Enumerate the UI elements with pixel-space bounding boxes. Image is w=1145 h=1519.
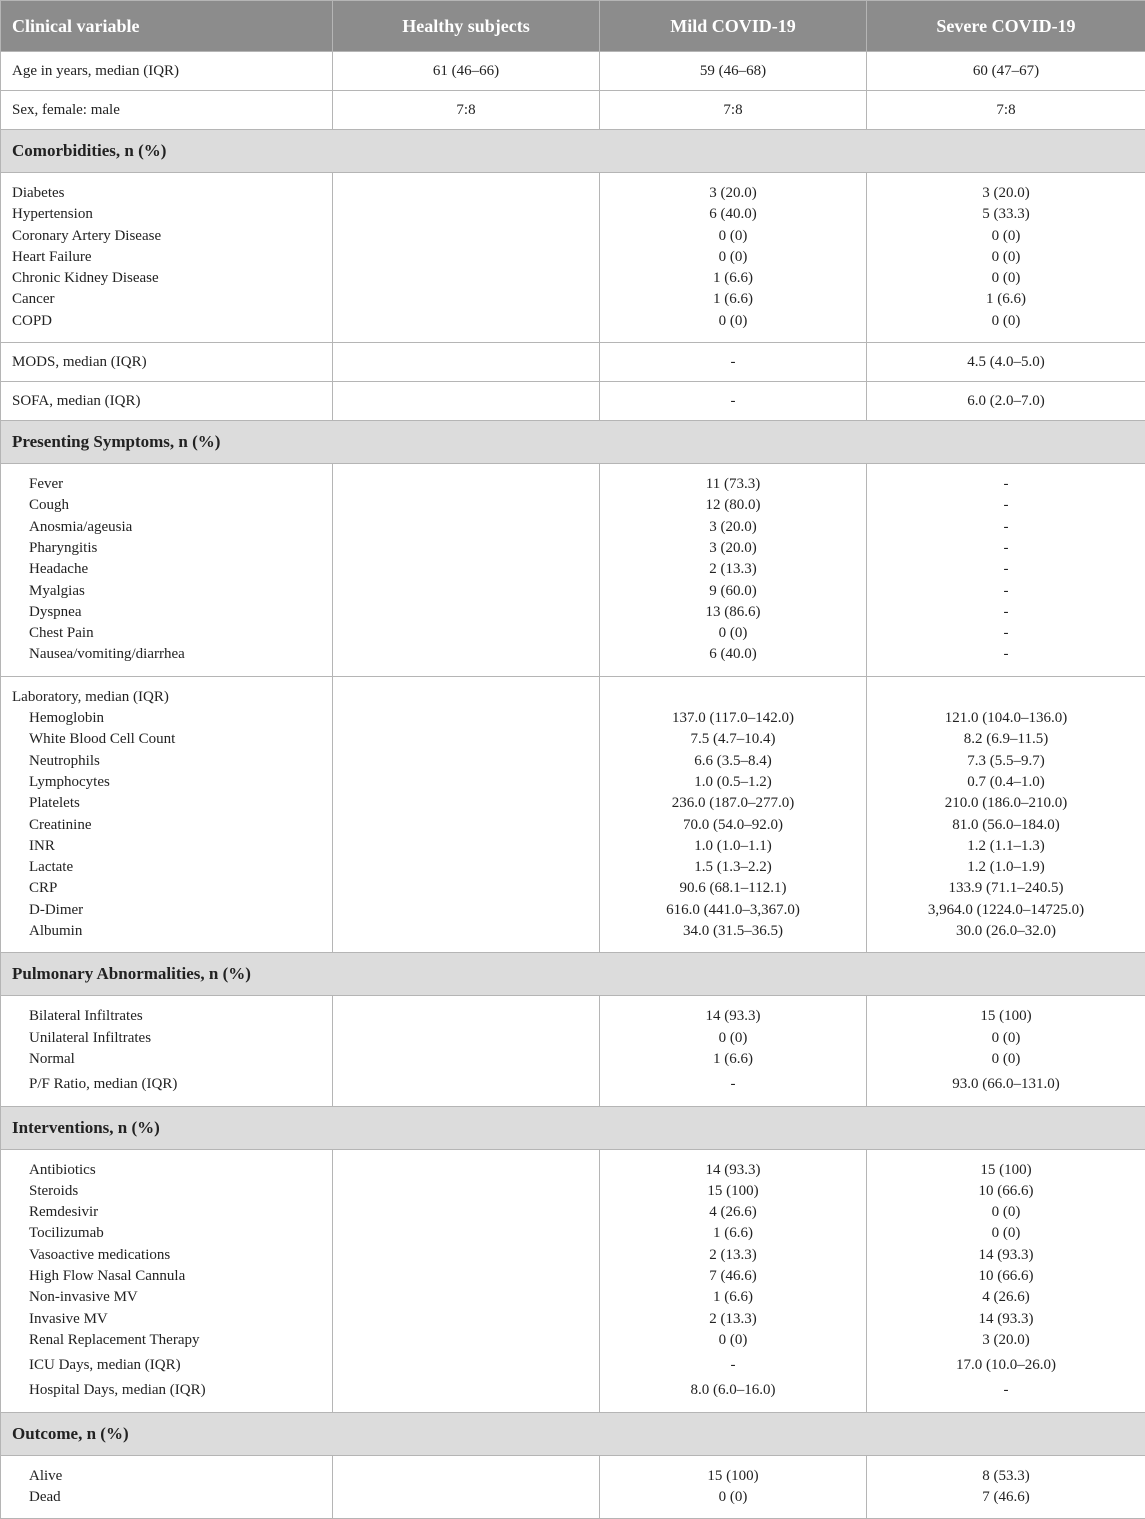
list-item: Bilateral Infiltrates — [12, 1006, 332, 1027]
list-item: Albumin — [12, 921, 332, 942]
list-item: 0 (0) — [600, 226, 866, 247]
list-item: 3 (20.0) — [600, 538, 866, 559]
section-title: Presenting Symptoms, n (%) — [1, 421, 1145, 464]
pulmonary-labels — [1, 996, 333, 1106]
cell-healthy — [333, 1149, 600, 1412]
list-item: Neutrophils — [12, 751, 332, 772]
comorbidity-severe-values — [867, 173, 1145, 343]
table-row-sex — [1, 91, 1145, 130]
list-item: 11 (73.3) — [600, 474, 866, 495]
table-row-comorbidities — [1, 173, 1145, 343]
list-item: 5 (33.3) — [867, 204, 1145, 225]
list-item: 1 (6.6) — [600, 1287, 866, 1308]
list-item: Lymphocytes — [12, 772, 332, 793]
list-item: Hemoglobin — [12, 708, 332, 729]
list-item: 1.5 (1.3–2.2) — [600, 857, 866, 878]
list-item: 8.2 (6.9–11.5) — [867, 729, 1145, 750]
cell-healthy — [333, 676, 600, 953]
list-item: 14 (93.3) — [867, 1245, 1145, 1266]
list-item: 0 (0) — [600, 247, 866, 268]
cell-healthy — [333, 343, 600, 382]
cell-healthy: 61 (46–66) — [333, 52, 600, 91]
list-item: Invasive MV — [12, 1309, 332, 1330]
intervention-mild-values — [600, 1149, 867, 1412]
cell-severe: 7:8 — [867, 91, 1145, 130]
comorbidity-mild-values — [600, 173, 867, 343]
list-item: Chronic Kidney Disease — [12, 268, 332, 289]
list-item: - — [867, 602, 1145, 623]
list-item: D-Dimer — [12, 900, 332, 921]
list-item: 9 (60.0) — [600, 581, 866, 602]
list-item: 0.7 (0.4–1.0) — [867, 772, 1145, 793]
cell-mild: - — [600, 343, 867, 382]
list-item: High Flow Nasal Cannula — [12, 1266, 332, 1287]
intervention-severe-values — [867, 1149, 1145, 1412]
list-item: 15 (100) — [600, 1466, 866, 1487]
list-item: 12 (80.0) — [600, 495, 866, 516]
list-item: 1 (6.6) — [600, 268, 866, 289]
list-item: Vasoactive medications — [12, 1245, 332, 1266]
list-item: Heart Failure — [12, 247, 332, 268]
list-item: 7.3 (5.5–9.7) — [867, 751, 1145, 772]
row-label: Age in years, median (IQR) — [1, 52, 333, 91]
list-item: Unilateral Infiltrates — [12, 1028, 332, 1049]
row-label: Sex, female: male — [1, 91, 333, 130]
list-item: 1.2 (1.0–1.9) — [867, 857, 1145, 878]
list-item: 70.0 (54.0–92.0) — [600, 815, 866, 836]
list-item: Cough — [12, 495, 332, 516]
list-item: - — [867, 559, 1145, 580]
list-item: 8 (53.3) — [867, 1466, 1145, 1487]
cell-healthy — [333, 996, 600, 1106]
list-item: Alive — [12, 1466, 332, 1487]
list-item: Tocilizumab — [12, 1223, 332, 1244]
list-item: - — [867, 474, 1145, 495]
list-item: - — [867, 538, 1145, 559]
list-item: P/F Ratio, median (IQR) — [12, 1074, 332, 1095]
list-item: 616.0 (441.0–3,367.0) — [600, 900, 866, 921]
list-item: 0 (0) — [867, 1202, 1145, 1223]
list-item: Coronary Artery Disease — [12, 226, 332, 247]
list-item: 1 (6.6) — [600, 289, 866, 310]
header-mild-covid: Mild COVID-19 — [600, 1, 867, 52]
list-item: ICU Days, median (IQR) — [12, 1355, 332, 1376]
list-item: Headache — [12, 559, 332, 580]
cell-healthy — [333, 382, 600, 421]
list-item: - — [600, 1355, 866, 1376]
list-item: 30.0 (26.0–32.0) — [867, 921, 1145, 942]
list-item: 3 (20.0) — [867, 1330, 1145, 1351]
list-item: 1 (6.6) — [600, 1223, 866, 1244]
section-interventions — [1, 1106, 1145, 1149]
list-item: 0 (0) — [867, 226, 1145, 247]
list-item: 10 (66.6) — [867, 1181, 1145, 1202]
list-item: - — [867, 581, 1145, 602]
header-healthy-subjects: Healthy subjects — [333, 1, 600, 52]
cell-severe: 6.0 (2.0–7.0) — [867, 382, 1145, 421]
list-item: 1.2 (1.1–1.3) — [867, 836, 1145, 857]
section-symptoms — [1, 421, 1145, 464]
list-item: 0 (0) — [600, 311, 866, 332]
table-row-symptoms — [1, 464, 1145, 677]
list-item: 3 (20.0) — [867, 183, 1145, 204]
section-pulmonary — [1, 953, 1145, 996]
cell-healthy — [333, 464, 600, 677]
table-row-laboratory — [1, 676, 1145, 953]
section-outcome — [1, 1412, 1145, 1455]
spacer — [867, 687, 1145, 708]
list-item: Diabetes — [12, 183, 332, 204]
list-item: Lactate — [12, 857, 332, 878]
list-item: INR — [12, 836, 332, 857]
list-item: Myalgias — [12, 581, 332, 602]
symptom-labels — [1, 464, 333, 677]
table-row-sofa — [1, 382, 1145, 421]
list-item: - — [867, 1380, 1145, 1401]
list-item: 90.6 (68.1–112.1) — [600, 878, 866, 899]
list-item: 7 (46.6) — [867, 1487, 1145, 1508]
outcome-mild-values — [600, 1455, 867, 1519]
laboratory-title: Laboratory, median (IQR) — [12, 687, 332, 708]
symptom-severe-values — [867, 464, 1145, 677]
list-item: Nausea/vomiting/diarrhea — [12, 644, 332, 665]
list-item: 7 (46.6) — [600, 1266, 866, 1287]
list-item: 0 (0) — [600, 1330, 866, 1351]
laboratory-severe-values — [867, 676, 1145, 953]
section-title: Interventions, n (%) — [1, 1106, 1145, 1149]
list-item: 1.0 (0.5–1.2) — [600, 772, 866, 793]
row-label: SOFA, median (IQR) — [1, 382, 333, 421]
intervention-labels — [1, 1149, 333, 1412]
list-item: - — [867, 623, 1145, 644]
list-item: White Blood Cell Count — [12, 729, 332, 750]
list-item: Cancer — [12, 289, 332, 310]
laboratory-labels — [1, 676, 333, 953]
list-item: 4 (26.6) — [867, 1287, 1145, 1308]
list-item: 2 (13.3) — [600, 559, 866, 580]
section-comorbidities — [1, 130, 1145, 173]
section-title: Pulmonary Abnormalities, n (%) — [1, 953, 1145, 996]
list-item: Dead — [12, 1487, 332, 1508]
list-item: 14 (93.3) — [600, 1160, 866, 1181]
cell-healthy — [333, 173, 600, 343]
list-item: 4 (26.6) — [600, 1202, 866, 1223]
list-item: 1 (6.6) — [600, 1049, 866, 1070]
list-item: 0 (0) — [600, 1028, 866, 1049]
list-item: 1 (6.6) — [867, 289, 1145, 310]
table-row-interventions — [1, 1149, 1145, 1412]
header-severe-covid: Severe COVID-19 — [867, 1, 1145, 52]
list-item: Hypertension — [12, 204, 332, 225]
comorbidity-labels — [1, 173, 333, 343]
list-item: 6.6 (3.5–8.4) — [600, 751, 866, 772]
list-item: 236.0 (187.0–277.0) — [600, 793, 866, 814]
list-item: 15 (100) — [867, 1160, 1145, 1181]
list-item: Steroids — [12, 1181, 332, 1202]
list-item: Renal Replacement Therapy — [12, 1330, 332, 1351]
list-item: CRP — [12, 878, 332, 899]
list-item: Normal — [12, 1049, 332, 1070]
row-label: MODS, median (IQR) — [1, 343, 333, 382]
list-item: 0 (0) — [867, 268, 1145, 289]
list-item: 0 (0) — [867, 1028, 1145, 1049]
outcome-labels — [1, 1455, 333, 1519]
list-item: Fever — [12, 474, 332, 495]
list-item: 210.0 (186.0–210.0) — [867, 793, 1145, 814]
list-item: 0 (0) — [600, 623, 866, 644]
cell-severe: 60 (47–67) — [867, 52, 1145, 91]
list-item: 0 (0) — [867, 311, 1145, 332]
list-item: Pharyngitis — [12, 538, 332, 559]
list-item: 8.0 (6.0–16.0) — [600, 1380, 866, 1401]
section-title: Comorbidities, n (%) — [1, 130, 1145, 173]
header-row — [1, 1, 1145, 52]
list-item: COPD — [12, 311, 332, 332]
list-item: Antibiotics — [12, 1160, 332, 1181]
table-row-mods — [1, 343, 1145, 382]
list-item: Non-invasive MV — [12, 1287, 332, 1308]
list-item: Dyspnea — [12, 602, 332, 623]
list-item: 3 (20.0) — [600, 183, 866, 204]
list-item: 2 (13.3) — [600, 1309, 866, 1330]
list-item: 0 (0) — [867, 1049, 1145, 1070]
list-item: 17.0 (10.0–26.0) — [867, 1355, 1145, 1376]
list-item: 14 (93.3) — [600, 1006, 866, 1027]
list-item: 121.0 (104.0–136.0) — [867, 708, 1145, 729]
list-item: 3 (20.0) — [600, 517, 866, 538]
list-item: 133.9 (71.1–240.5) — [867, 878, 1145, 899]
spacer — [600, 687, 866, 708]
list-item: 6 (40.0) — [600, 644, 866, 665]
pulmonary-mild-values — [600, 996, 867, 1106]
pulmonary-severe-values — [867, 996, 1145, 1106]
list-item: 81.0 (56.0–184.0) — [867, 815, 1145, 836]
table-row-pulmonary — [1, 996, 1145, 1106]
list-item: 0 (0) — [867, 1223, 1145, 1244]
list-item: Remdesivir — [12, 1202, 332, 1223]
table-row-age — [1, 52, 1145, 91]
list-item: Chest Pain — [12, 623, 332, 644]
list-item: - — [867, 517, 1145, 538]
list-item: 34.0 (31.5–36.5) — [600, 921, 866, 942]
list-item: 93.0 (66.0–131.0) — [867, 1074, 1145, 1095]
header-clinical-variable: Clinical variable — [1, 1, 333, 52]
cell-mild: 59 (46–68) — [600, 52, 867, 91]
cell-severe: 4.5 (4.0–5.0) — [867, 343, 1145, 382]
list-item: 6 (40.0) — [600, 204, 866, 225]
list-item: Platelets — [12, 793, 332, 814]
outcome-severe-values — [867, 1455, 1145, 1519]
list-item: - — [867, 495, 1145, 516]
cell-mild: 7:8 — [600, 91, 867, 130]
table-row-outcome — [1, 1455, 1145, 1519]
list-item: 10 (66.6) — [867, 1266, 1145, 1287]
cell-healthy: 7:8 — [333, 91, 600, 130]
list-item: Anosmia/ageusia — [12, 517, 332, 538]
list-item: 15 (100) — [867, 1006, 1145, 1027]
list-item: Creatinine — [12, 815, 332, 836]
list-item: 0 (0) — [600, 1487, 866, 1508]
cell-healthy — [333, 1455, 600, 1519]
list-item: 7.5 (4.7–10.4) — [600, 729, 866, 750]
list-item: - — [867, 644, 1145, 665]
list-item: 13 (86.6) — [600, 602, 866, 623]
section-title: Outcome, n (%) — [1, 1412, 1145, 1455]
cell-mild: - — [600, 382, 867, 421]
laboratory-mild-values — [600, 676, 867, 953]
list-item: 137.0 (117.0–142.0) — [600, 708, 866, 729]
list-item: 15 (100) — [600, 1181, 866, 1202]
list-item: 1.0 (1.0–1.1) — [600, 836, 866, 857]
list-item: 3,964.0 (1224.0–14725.0) — [867, 900, 1145, 921]
list-item: 2 (13.3) — [600, 1245, 866, 1266]
list-item: Hospital Days, median (IQR) — [12, 1380, 332, 1401]
list-item: 14 (93.3) — [867, 1309, 1145, 1330]
list-item: 0 (0) — [867, 247, 1145, 268]
symptom-mild-values — [600, 464, 867, 677]
list-item: - — [600, 1074, 866, 1095]
